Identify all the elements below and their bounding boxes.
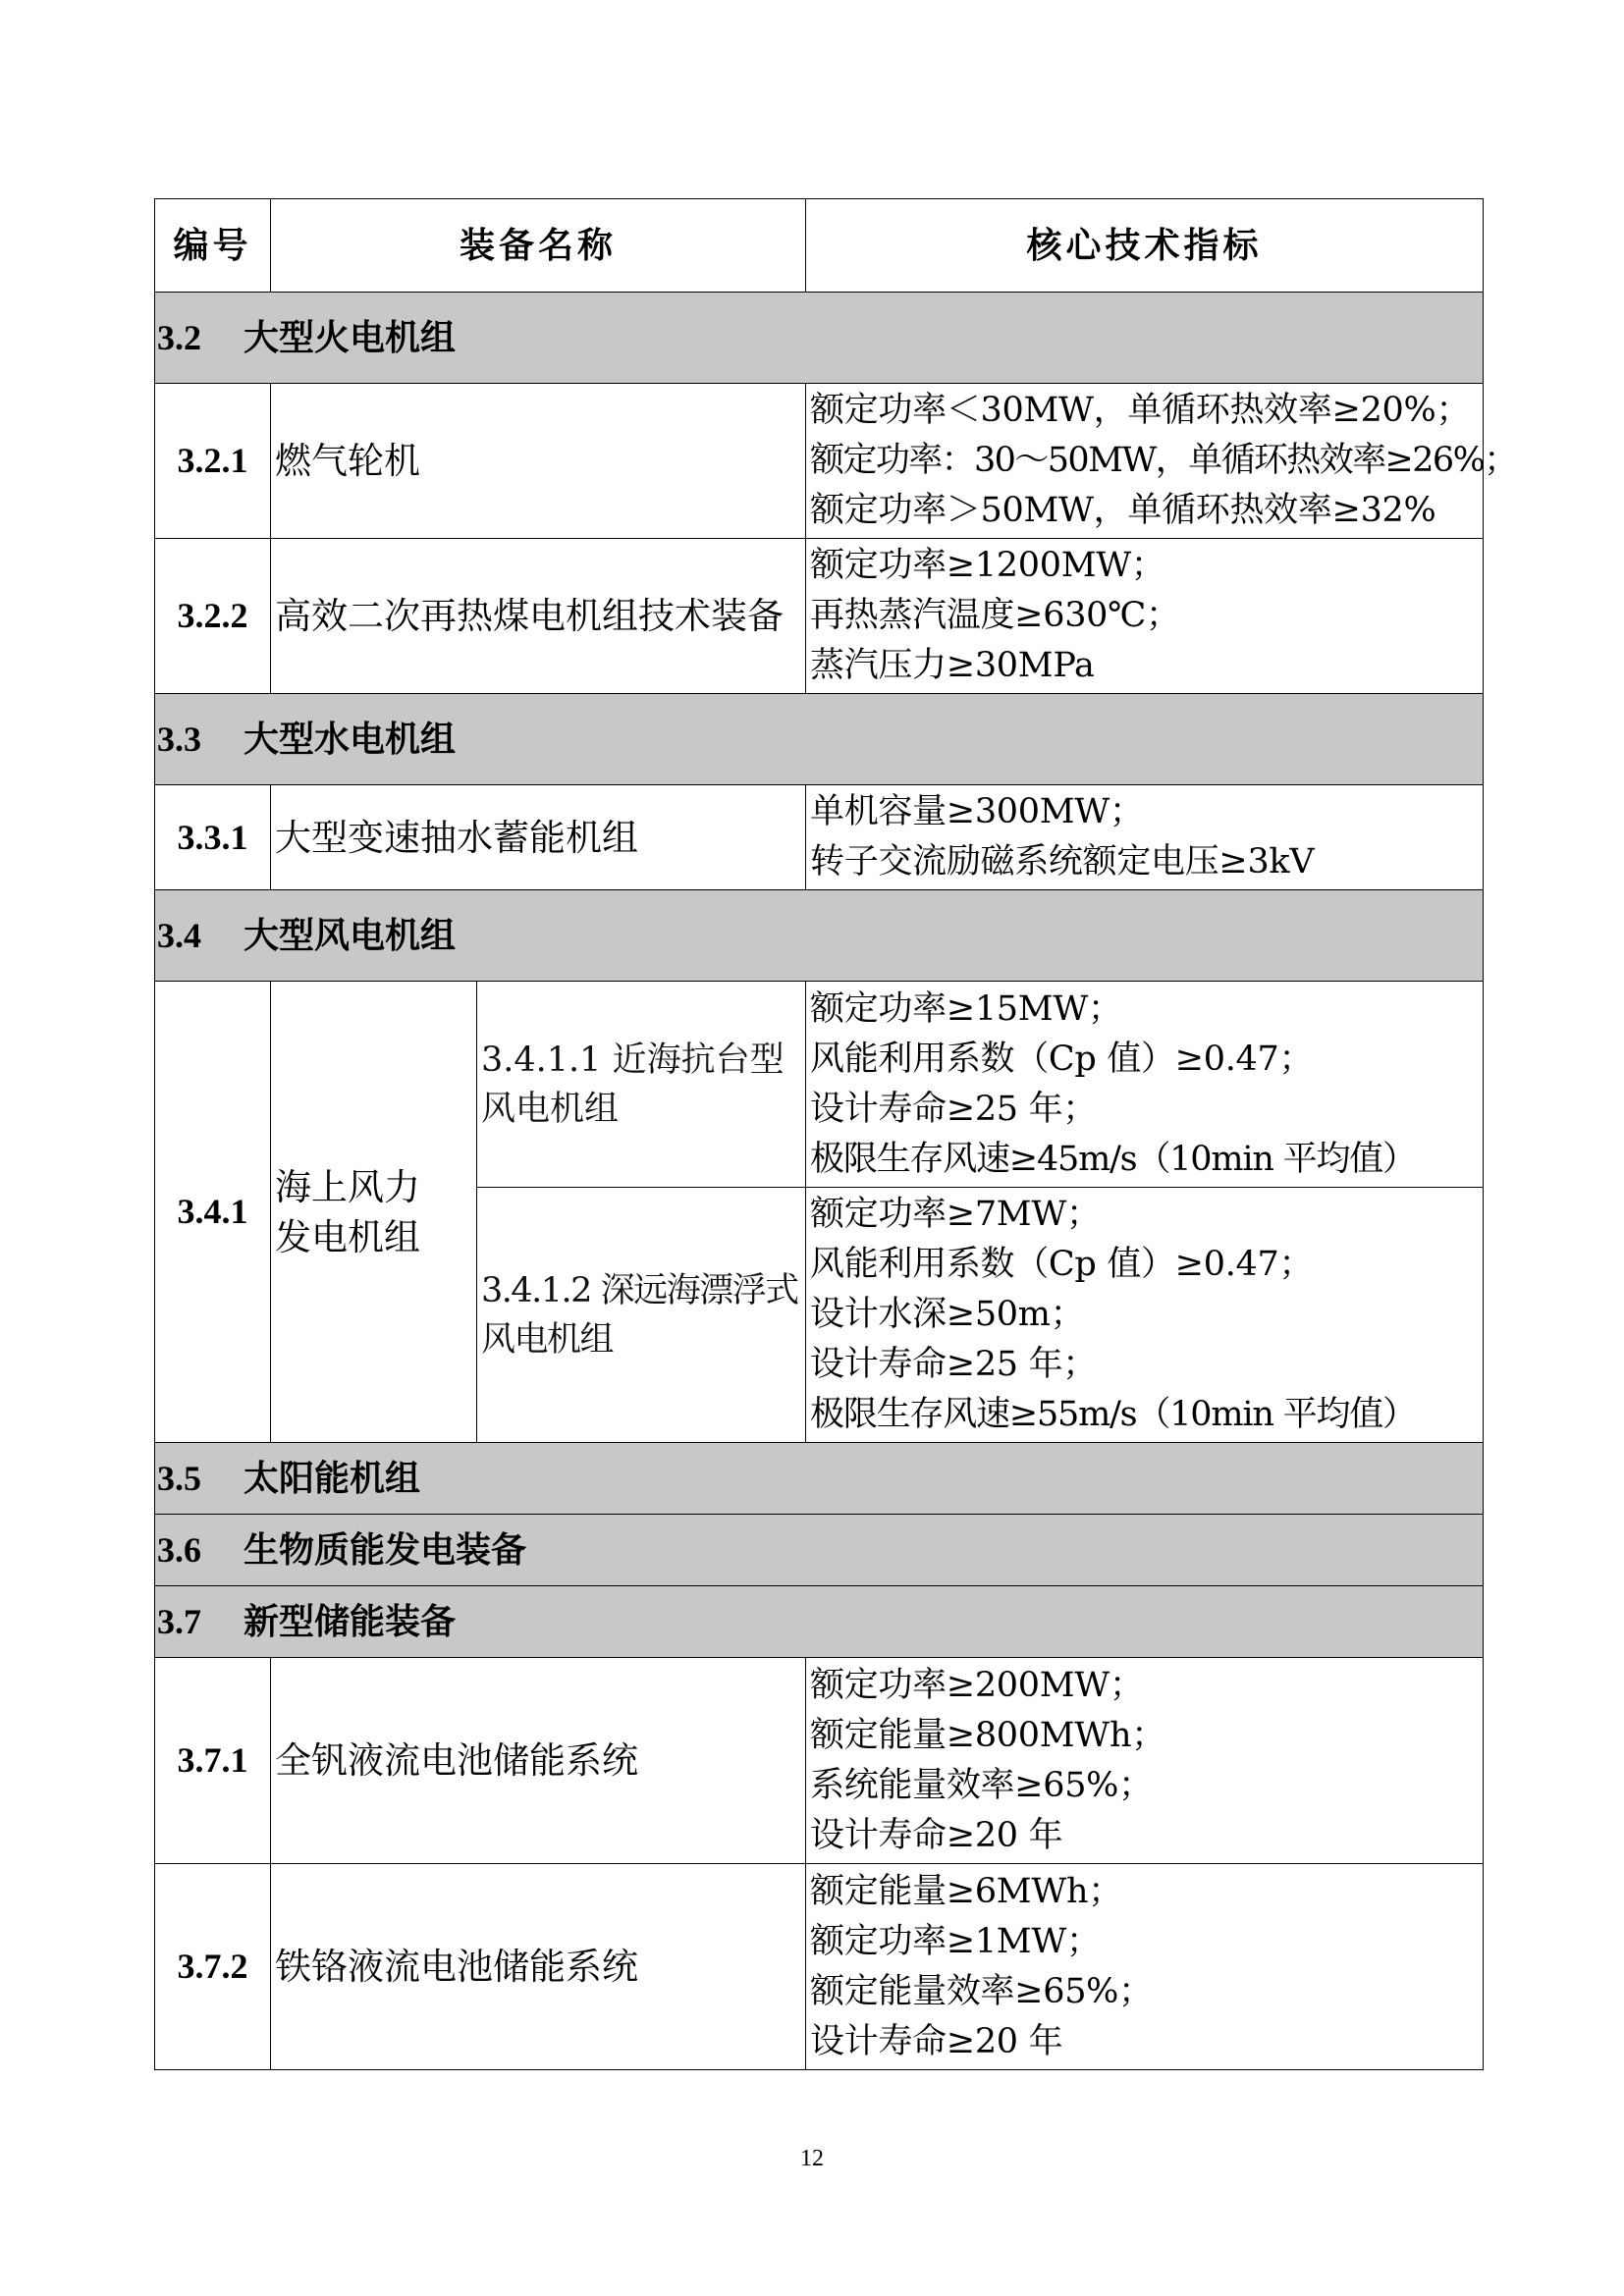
- item-code: 3.2.2: [155, 539, 271, 694]
- spec-line: 额定功率：30～50MW，单循环热效率≥26%；: [810, 441, 1517, 480]
- section-heading: [155, 293, 1484, 384]
- item-specs: [806, 384, 1517, 539]
- section-number: 3.5: [157, 1458, 201, 1498]
- section-row: [155, 1443, 1484, 1515]
- spec-line: 额定功率≥7MW；: [810, 1195, 1101, 1234]
- spec-line: 额定能量≥6MWh；: [810, 1871, 1122, 1911]
- spec-line: 系统能量效率≥65%；: [810, 1765, 1153, 1805]
- spec-line: 额定能量≥800MWh；: [810, 1715, 1165, 1755]
- item-code: 3.2.1: [155, 384, 271, 539]
- sub-item-name-line: 风电机组: [481, 1319, 614, 1360]
- item-code: 3.4.1: [155, 982, 271, 1443]
- section-row: [155, 293, 1484, 384]
- section-heading: [155, 694, 1484, 785]
- section-number: 3.4: [157, 915, 201, 955]
- sub-item-name: [477, 1188, 806, 1443]
- section-heading: [155, 1515, 1484, 1586]
- spec-line: 额定功率＞50MW，单循环热效率≥32%: [810, 491, 1436, 530]
- sub-item-name-line: 3.4.1.2 深远海漂浮式: [481, 1270, 798, 1310]
- spec-line: 设计寿命≥20 年: [810, 1815, 1063, 1855]
- table-row: [155, 1864, 1484, 2070]
- spec-line: 额定功率≥1MW；: [810, 1921, 1101, 1961]
- spec-line: 极限生存风速≥55m/s（10min 平均值）: [810, 1395, 1416, 1434]
- item-specs: [806, 1188, 1484, 1443]
- section-row: [155, 890, 1484, 982]
- section-row: [155, 1515, 1484, 1586]
- sub-item-name-line: 风电机组: [481, 1089, 620, 1129]
- spec-line: 设计寿命≥20 年: [810, 2021, 1063, 2061]
- section-row: [155, 1586, 1484, 1658]
- item-name: 全钒液流电池储能系统: [271, 1658, 806, 1864]
- header-code: 编号: [155, 199, 271, 293]
- item-name: 铁铬液流电池储能系统: [271, 1864, 806, 2070]
- header-name: 装备名称: [271, 199, 806, 293]
- table-row: [155, 384, 1484, 539]
- section-title: 大型风电机组: [244, 915, 457, 956]
- item-specs: [806, 1864, 1484, 2070]
- spec-line: 额定功率≥15MW；: [810, 988, 1122, 1029]
- item-name-line: 发电机组: [275, 1215, 420, 1258]
- table-row: [155, 539, 1484, 694]
- spec-line: 额定能量效率≥65%；: [810, 1971, 1153, 2011]
- spec-line: 蒸汽压力≥30MPa: [810, 646, 1095, 685]
- spec-line: 额定功率≥1200MW；: [810, 546, 1165, 585]
- section-heading: [155, 1586, 1484, 1658]
- item-name: [271, 982, 477, 1443]
- table-row: [155, 1658, 1484, 1864]
- spec-line: 风能利用系数（Cp 值）≥0.47；: [810, 1245, 1314, 1284]
- header-spec: 核心技术指标: [806, 199, 1484, 293]
- spec-line: 设计水深≥50m；: [810, 1295, 1085, 1334]
- section-title: 新型储能装备: [244, 1601, 457, 1642]
- equipment-spec-table: [154, 198, 1517, 2070]
- spec-line: 额定功率≥200MW；: [810, 1665, 1144, 1705]
- item-name: 高效二次再热煤电机组技术装备: [271, 539, 806, 694]
- section-number: 3.2: [157, 317, 201, 357]
- item-code: 3.3.1: [155, 785, 271, 890]
- table-row: [155, 785, 1484, 890]
- spec-line: 风能利用系数（Cp 值）≥0.47；: [810, 1039, 1314, 1079]
- spec-line: 转子交流励磁系统额定电压≥3kV: [810, 842, 1315, 881]
- item-name: 大型变速抽水蓄能机组: [271, 785, 806, 890]
- section-number: 3.6: [157, 1529, 201, 1570]
- spec-line: 额定功率＜30MW，单循环热效率≥20%；: [810, 391, 1471, 430]
- section-number: 3.3: [157, 719, 201, 759]
- section-number: 3.7: [157, 1601, 201, 1641]
- section-title: 太阳能机组: [244, 1458, 421, 1499]
- sub-item-name: [477, 982, 806, 1188]
- page-number: 12: [800, 2146, 824, 2171]
- spec-line: 再热蒸汽温度≥630℃；: [810, 596, 1180, 635]
- item-specs: [806, 1658, 1484, 1864]
- spec-line: 极限生存风速≥45m/s（10min 平均值）: [810, 1139, 1416, 1179]
- section-title: 生物质能发电装备: [244, 1529, 527, 1571]
- item-code: 3.7.1: [155, 1658, 271, 1864]
- spec-line: 单机容量≥300MW；: [810, 792, 1144, 831]
- section-title: 大型水电机组: [244, 719, 457, 760]
- table-header-row: [155, 199, 1484, 293]
- item-name-line: 海上风力: [275, 1165, 420, 1208]
- section-title: 大型火电机组: [244, 317, 457, 358]
- item-name: 燃气轮机: [271, 384, 806, 539]
- spec-line: 设计寿命≥25 年；: [810, 1345, 1098, 1384]
- section-heading: [155, 890, 1484, 982]
- item-specs: [806, 982, 1484, 1188]
- spec-line: 设计寿命≥25 年；: [810, 1089, 1098, 1129]
- section-heading: [155, 1443, 1484, 1515]
- item-code: 3.7.2: [155, 1864, 271, 2070]
- sub-item-name-line: 3.4.1.1 近海抗台型: [481, 1040, 785, 1080]
- table-row: [155, 982, 1484, 1188]
- item-specs: [806, 785, 1484, 890]
- section-row: [155, 694, 1484, 785]
- item-specs: [806, 539, 1484, 694]
